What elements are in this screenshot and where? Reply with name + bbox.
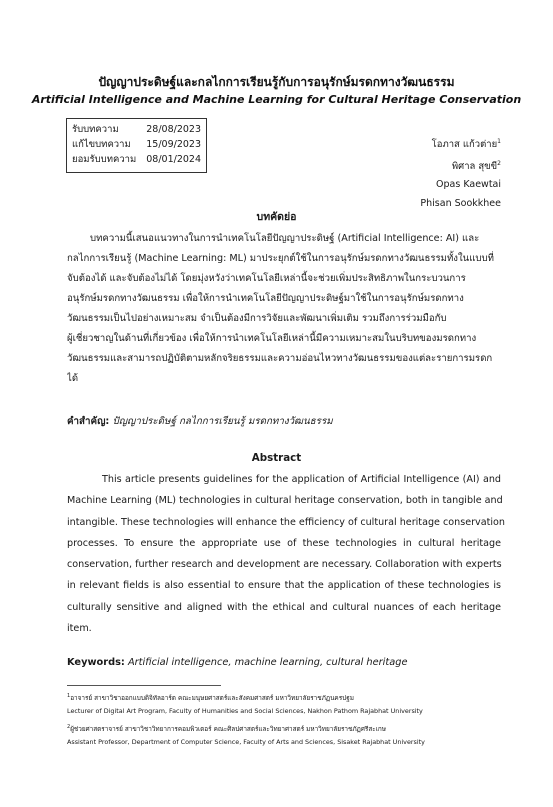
text-line: in relevant fields is also essential to ensure that the application of these technologies is: [67, 580, 501, 592]
keywords-label: Keywords:: [67, 657, 125, 668]
date-value: 08/01/2024: [146, 154, 201, 165]
text-line: วัฒนธรรมเป็นไปอย่างเหมาะสม จำเป็นต้องมีการวิจัยและพัฒนาเพิ่มเติม รวมถึงการร่วมมือกับ: [67, 313, 447, 324]
text-line: item.: [67, 623, 92, 635]
text-line: This article presents guidelines for the application of Artificial Intelligence (AI) and: [102, 474, 501, 485]
author-name: โอภาส แก้วต่าย$^1$: [431, 138, 501, 151]
text-line: อนุรักษ์มรดกทางวัฒนธรรม เพื่อให้การนำเทคโนโลยีปัญญาประดิษฐ์มาใช้ในการอนุรักษ์มรดกทาง: [67, 293, 464, 304]
text-line: conservation, further research and development are necessary. Collaboration with experts: [67, 559, 502, 571]
keywords-thai: [67, 414, 333, 429]
date-revised: [72, 137, 201, 152]
date-value: 15/09/2023: [146, 139, 201, 150]
text-line: กลไกการเรียนรู้ (Machine Learning: ML) มาประยุกต์ใช้ในการอนุรักษ์มรดกทางวัฒนธรรมทั้งในแบบที่: [67, 253, 494, 264]
text-line: วัฒนธรรมและสามารถปฏิบัติตามหลักจริยธรรมและความอ่อนไหวทางวัฒนธรรมของแต่ละรายการมรดก: [67, 353, 493, 364]
author-name: พิศาล สุขขี$^2$: [451, 159, 501, 172]
abstract-english-heading: Abstract: [251, 452, 302, 464]
footnote: $^1$อาจารย์ สาขาวิชาออกแบบดิจิทัลอาร์ต คณะมนุษยศาสตร์และสังคมศาสตร์ มหาวิทยาลัยราชภัฏนครปฐม: [67, 693, 354, 703]
submission-dates-box: [66, 118, 207, 173]
text-line: จับต้องได้ และจับต้องไม่ได้ โดยมุ่งหวังว่าเทคโนโลยีเหล่านี้จะช่วยเพิ่มประสิทธิภาพในกระบวนการ: [67, 273, 466, 284]
keywords-text: ปัญญาประดิษฐ์ กลไกการเรียนรู้ มรดกทางวัฒนธรรม: [112, 416, 333, 427]
footnote: Lecturer of Digital Art Program, Faculty of Humanities and Social Sciences, Nakhon Pathom Rajabhat University: [67, 707, 423, 715]
title-english: Artificial Intelligence and Machine Learning for Cultural Heritage Conservation: [31, 93, 522, 106]
date-label: ยอมรับบทความ: [72, 154, 137, 165]
text-line: บทความนี้เสนอแนวทางในการนำเทคโนโลยีปัญญาประดิษฐ์ (Artificial Intelligence: AI) และ: [90, 233, 480, 244]
abstract-thai-body: [67, 229, 499, 389]
text-line: Machine Learning (ML) technologies in cultural heritage conservation, both in tangible and: [67, 495, 503, 507]
text-line: ผู้เชี่ยวชาญในด้านที่เกี่ยวข้อง เพื่อให้การนำเทคโนโลยีเหล่านี้มีความเหมาะสมในบริบทของมรดกทาง: [67, 333, 477, 344]
author-name: Phisan Sookkhee: [420, 197, 501, 209]
footnote: $^2$ผู้ช่วยศาสตราจารย์ สาขาวิชาวิทยาการคอมพิวเตอร์ คณะศิลปศาสตร์และวิทยาศาสตร์ มหาวิทยาลัยราชภัฏศรีสะเกษ: [67, 724, 386, 734]
keywords-english: [67, 657, 407, 668]
author-name: Opas Kaewtai: [436, 179, 501, 191]
date-label: แก้ไขบทความ: [72, 139, 131, 150]
date-value: 28/08/2023: [146, 124, 201, 135]
author-list: [420, 133, 501, 213]
abstract-english-body: [67, 469, 505, 639]
footnote: Assistant Professor, Department of Computer Science, Faculty of Arts and Sciences, Sisaket Rajabhat University: [67, 738, 425, 746]
text-line: ได้: [67, 373, 79, 384]
text-line: intangible. These technologies will enhance the efficiency of cultural heritage conservation: [67, 516, 505, 528]
date-accepted: [72, 152, 201, 167]
keywords-label: คำสำคัญ:: [67, 416, 110, 427]
footnote-divider: [67, 685, 221, 686]
abstract-thai-heading: บทคัดย่อ: [256, 211, 297, 223]
text-line: processes. To ensure the appropriate use of these technologies in cultural heritage: [67, 537, 501, 549]
date-label: รับบทความ: [72, 124, 119, 135]
date-received: [72, 122, 201, 137]
text-line: culturally sensitive and aligned with the ethical and cultural nuances of each heritage: [67, 601, 501, 613]
keywords-text: Artificial intelligence, machine learning, cultural heritage: [127, 657, 408, 668]
title-thai: ปัญญาประดิษฐ์และกลไกการเรียนรู้กับการอนุรักษ์มรดกทางวัฒนธรรม: [98, 75, 455, 89]
